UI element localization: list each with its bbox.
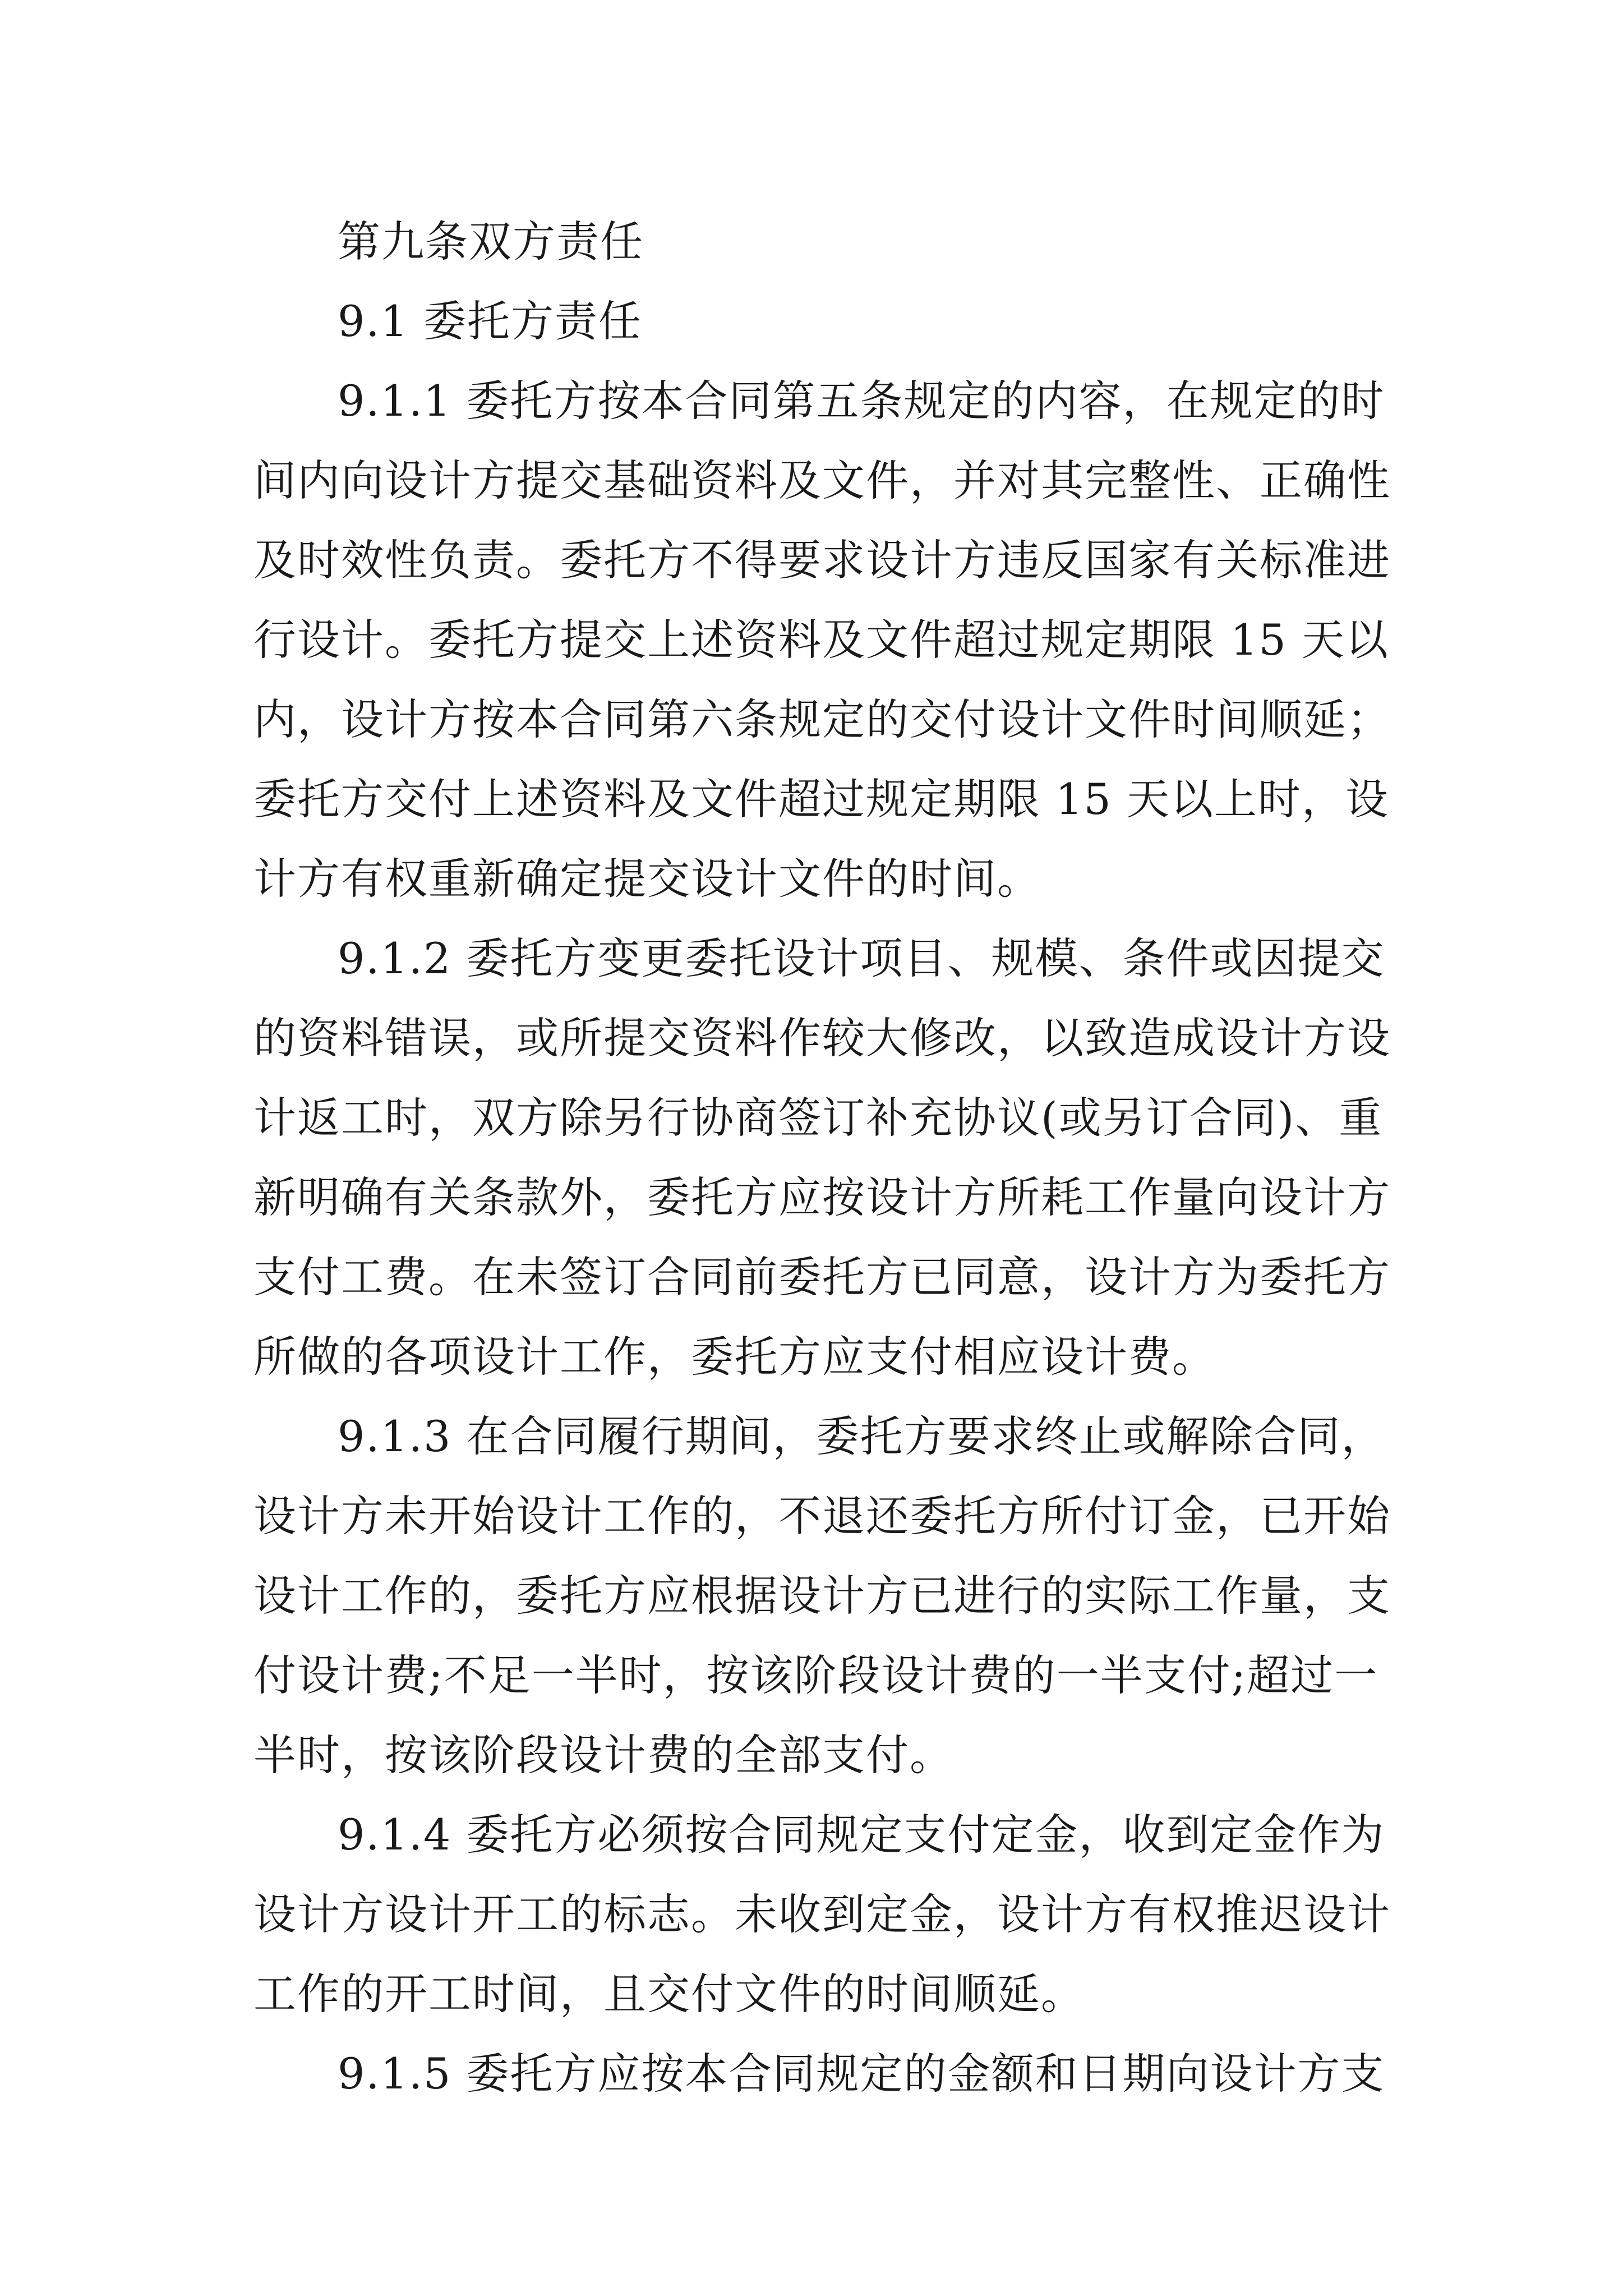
clause-9-1-3-line: 设计方未开始设计工作的，不退还委托方所付订金，已开始 [253, 1491, 1391, 1541]
clause-9-1-1-line: 行设计。委托方提交上述资料及文件超过规定期限 15 天以 [253, 615, 1390, 665]
clause-9-1-2-line: 9.1.2 委托方变更委托设计项目、规模、条件或因提交 [338, 933, 1385, 983]
clause-9-1-3-line: 设计工作的，委托方应根据设计方已进行的实际工作量，支 [253, 1571, 1391, 1621]
clause-9-1-2-line: 新明确有关条款外，委托方应按设计方所耗工作量向设计方 [253, 1172, 1391, 1222]
clause-9-1-3-line: 付设计费;不足一半时，按该阶段设计费的一半支付;超过一 [253, 1650, 1378, 1700]
document-page [253, 202, 1391, 2114]
clause-9-1-3-line: 半时，按该阶段设计费的全部支付。 [253, 1730, 953, 1780]
clause-9-1-4-line: 设计方设计开工的标志。未收到定金，设计方有权推迟设计 [253, 1889, 1391, 1939]
clause-9-1-1-line: 委托方交付上述资料及文件超过规定期限 15 天以上时，设 [253, 774, 1390, 824]
clause-9-1-1-line: 间内向设计方提交基础资料及文件，并对其完整性、正确性 [253, 455, 1391, 505]
clause-9-1-3-line: 9.1.3 在合同履行期间，委托方要求终止或解除合同， [338, 1411, 1385, 1461]
clause-9-1-1-line: 内，设计方按本合同第六条规定的交付设计文件时间顺延； [253, 694, 1391, 744]
clause-9-1-1-line: 及时效性负责。委托方不得要求设计方违反国家有关标准进 [253, 535, 1391, 585]
clause-9-1-2-line: 所做的各项设计工作，委托方应支付相应设计费。 [253, 1332, 1216, 1382]
clause-9-1-1-line: 计方有权重新确定提交设计文件的时间。 [253, 854, 1041, 904]
article-heading: 第九条双方责任 [338, 217, 644, 266]
section-heading: 9.1 委托方责任 [338, 296, 643, 346]
clause-9-1-5-line: 9.1.5 委托方应按本合同规定的金额和日期向设计方支 [338, 2049, 1385, 2099]
clause-9-1-4-line: 9.1.4 委托方必须按合同规定支付定金，收到定金作为 [338, 1810, 1385, 1860]
clause-9-1-2-line: 支付工费。在未签订合同前委托方已同意，设计方为委托方 [253, 1252, 1391, 1302]
clause-9-1-2-line: 计返工时，双方除另行协商签订补充协议(或另订合同)、重 [253, 1093, 1383, 1143]
clause-9-1-1-line: 9.1.1 委托方按本合同第五条规定的内容，在规定的时 [338, 376, 1385, 426]
clause-9-1-4-line: 工作的开工时间，且交付文件的时间顺延。 [253, 1969, 1085, 2019]
clause-9-1-2-line: 的资料错误，或所提交资料作较大修改，以致造成设计方设 [253, 1013, 1391, 1063]
